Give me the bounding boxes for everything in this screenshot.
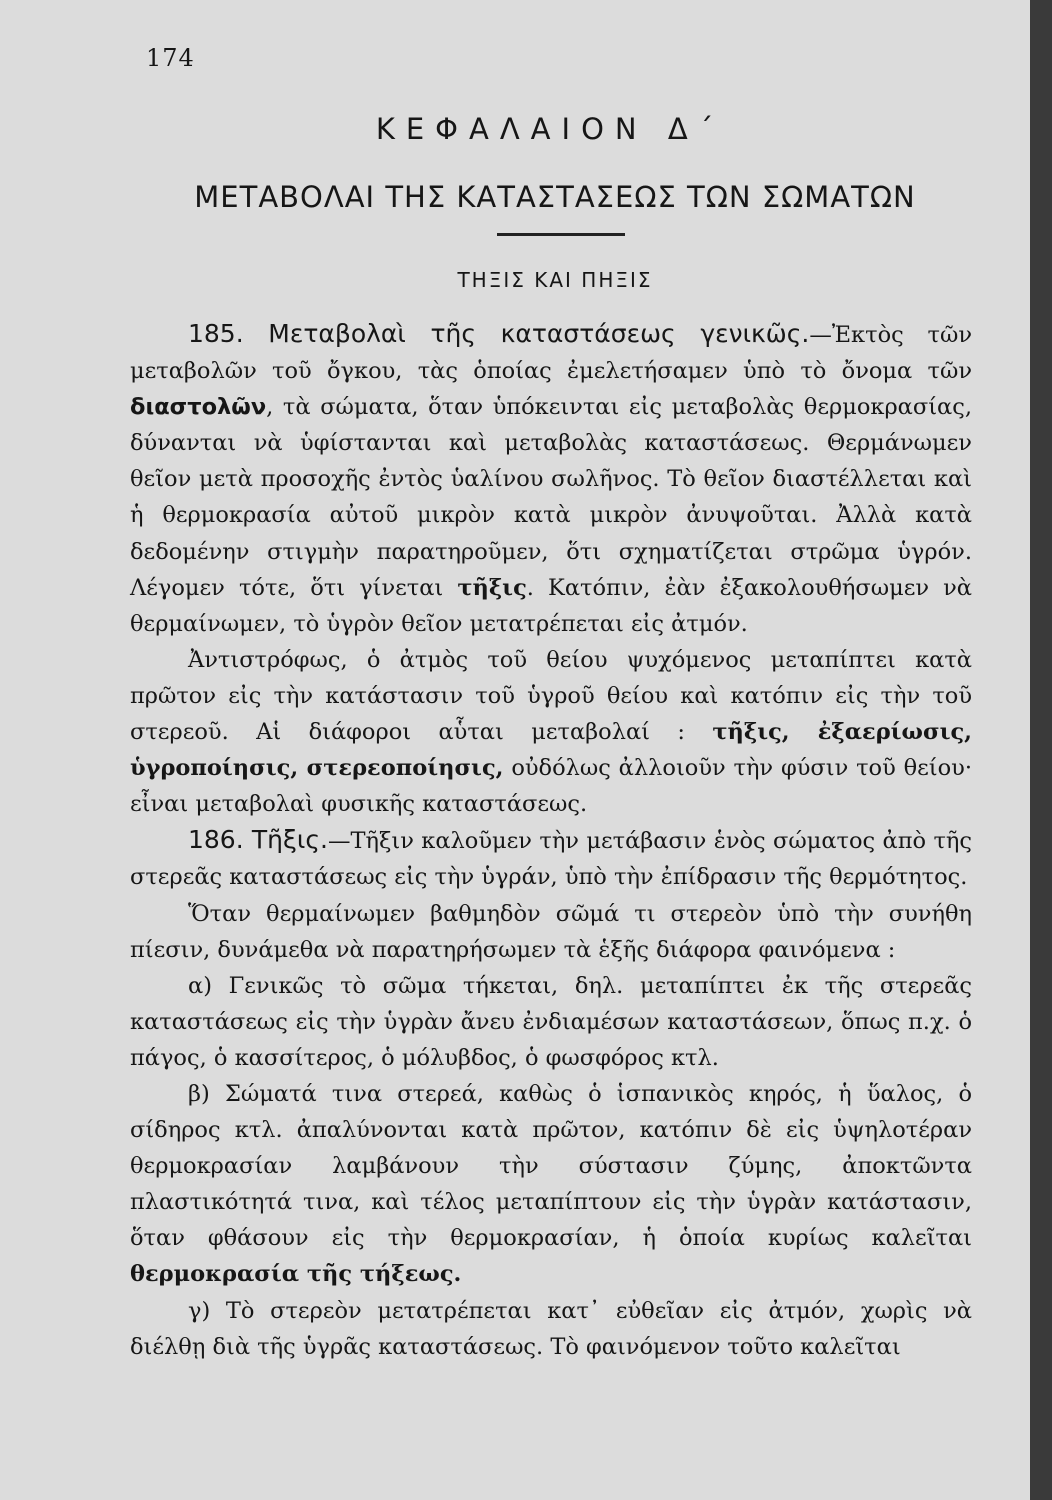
paragraph-186-heading: 186. Τῆξις. [188,825,328,855]
page-number: 174 [146,44,195,72]
section-heading: ΤΗΞΙΣ ΚΑΙ ΠΗΞΙΣ [457,268,653,292]
list-item-a: α) Γενικῶς τὸ σῶμα τήκεται, δηλ. μεταπίπτει ἐκ τῆς στερεᾶς καταστάσεως εἰς τὴν ὑγρὰν ἄνευ ἐνδιαμέσων καταστάσεων, ὅπως π.χ. ὁ πάγος, ὁ κασσίτερος, ὁ μόλυβδος, ὁ φωσφόρος κτλ. [130,972,972,1071]
bold-term: τῆξις, ἐξαερίωσις, ὑγροποίησις, στερεοποίησις, [130,719,972,782]
list-item-b [130,1076,972,1293]
paragraph-185-heading: 185. Μεταβολαὶ τῆς καταστάσεως γενικῶς. [188,319,810,348]
bold-term: θερμοκρασία τῆς τήξεως. [130,1261,462,1288]
text-run: —Τῆξιν καλοῦμεν τὴν μετάβασιν ἑνὸς σώματος ἀπὸ τῆς στερεᾶς καταστάσεως εἰς τὴν ὑγράν, ὑπὸ τὴν ἐπίδρασιν τῆς θερμότητος. [130,828,972,891]
text-run: —Ἐκτὸς τῶν μεταβολῶν τοῦ ὄγκου, τὰς ὁποίας ἐμελετήσαμεν ὑπὸ τὸ ὄνομα τῶν [130,322,972,385]
chapter-label: ΚΕΦΑΛΑΙΟΝ Δ΄ [375,112,725,146]
paragraph-186 [130,822,972,895]
bold-term: τῆξις [457,574,527,601]
text-run: . Κατόπιν, ἐὰν ἐξακολουθήσωμεν νὰ θερμαίνωμεν, τὸ ὑγρὸν θεῖον μετατρέπεται εἰς ἀτμόν. [130,574,972,637]
text-run: β) Σώματά τινα στερεά, καθὼς ὁ ἱσπανικὸς κηρός, ἡ ὕαλος, ὁ σίδηρος κτλ. ἀπαλύνονται κατὰ πρῶτον, κατόπιν δὲ εἰς ὑψηλοτέραν θερμοκρασίαν λαμβάνουν τὴν σύστασιν ζύμης, ἀποκτῶντα πλαστικότητά τινα, καὶ τέλος μεταπίπτουν εἰς τὴν ὑγρὰν κατάστασιν, ὅταν φθάσουν εἰς τὴν θερμοκρασίαν, ἡ ὁποία κυρίως καλεῖται [130,1080,972,1252]
paragraph-inverse [130,642,972,822]
chapter-title: ΜΕΤΑΒΟΛΑΙ ΤΗΣ ΚΑΤΑΣΤΑΣΕΩΣ ΤΩΝ ΣΩΜΑΤΩΝ [194,180,916,214]
bold-term: διαστολῶν [130,394,267,421]
paragraph-185 [130,316,972,642]
title-rule [497,233,625,236]
paragraph-when: Ὅταν θερμαίνωμεν βαθμηδὸν σῶμά τι στερεὸν ὑπὸ τὴν συνήθη πίεσιν, δυνάμεθα νὰ παρατηρήσωμεν τὰ ἑξῆς διάφορα φαινόμενα : [130,900,972,963]
text-run: , τὰ σώματα, ὅταν ὑπόκεινται εἰς μεταβολὰς θερμοκρασίας, δύνανται νὰ ὑφίστανται καὶ μεταβολὰς καταστάσεως. Θερμάνωμεν θεῖον μετὰ προσοχῆς ἐντὸς ὑαλίνου σωλῆνος. Τὸ θεῖον διαστέλλεται καὶ ἡ θερμοκρασία αὐτοῦ μικρὸν κατὰ μικρὸν ἀνυψοῦται. Ἀλλὰ κατὰ δεδομένην στιγμὴν παρατηροῦμεν, ὅτι σχηματίζεται στρῶμα ὑγρόν. Λέγομεν τότε, ὅτι γίνεται [130,394,972,601]
list-item-c: γ) Τὸ στερεὸν μετατρέπεται κατ᾽ εὐθεῖαν εἰς ἀτμόν, χωρὶς νὰ διέλθῃ διὰ τῆς ὑγρᾶς καταστάσεως. Τὸ φαινόμενον τοῦτο καλεῖται [130,1297,972,1360]
body-text [130,316,972,1365]
text-run: οὐδόλως ἀλλοιοῦν τὴν φύσιν τοῦ θείου· εἶναι μεταβολαὶ φυσικῆς καταστάσεως. [130,755,972,818]
text-run: Ἀντιστρόφως, ὁ ἀτμὸς τοῦ θείου ψυχόμενος μεταπίπτει κατὰ πρῶτον εἰς τὴν κατάστασιν τοῦ ὑγροῦ θείου καὶ κατόπιν εἰς τὴν τοῦ στερεοῦ. Αἱ διάφοροι αὗται μεταβολαί : [130,646,972,746]
